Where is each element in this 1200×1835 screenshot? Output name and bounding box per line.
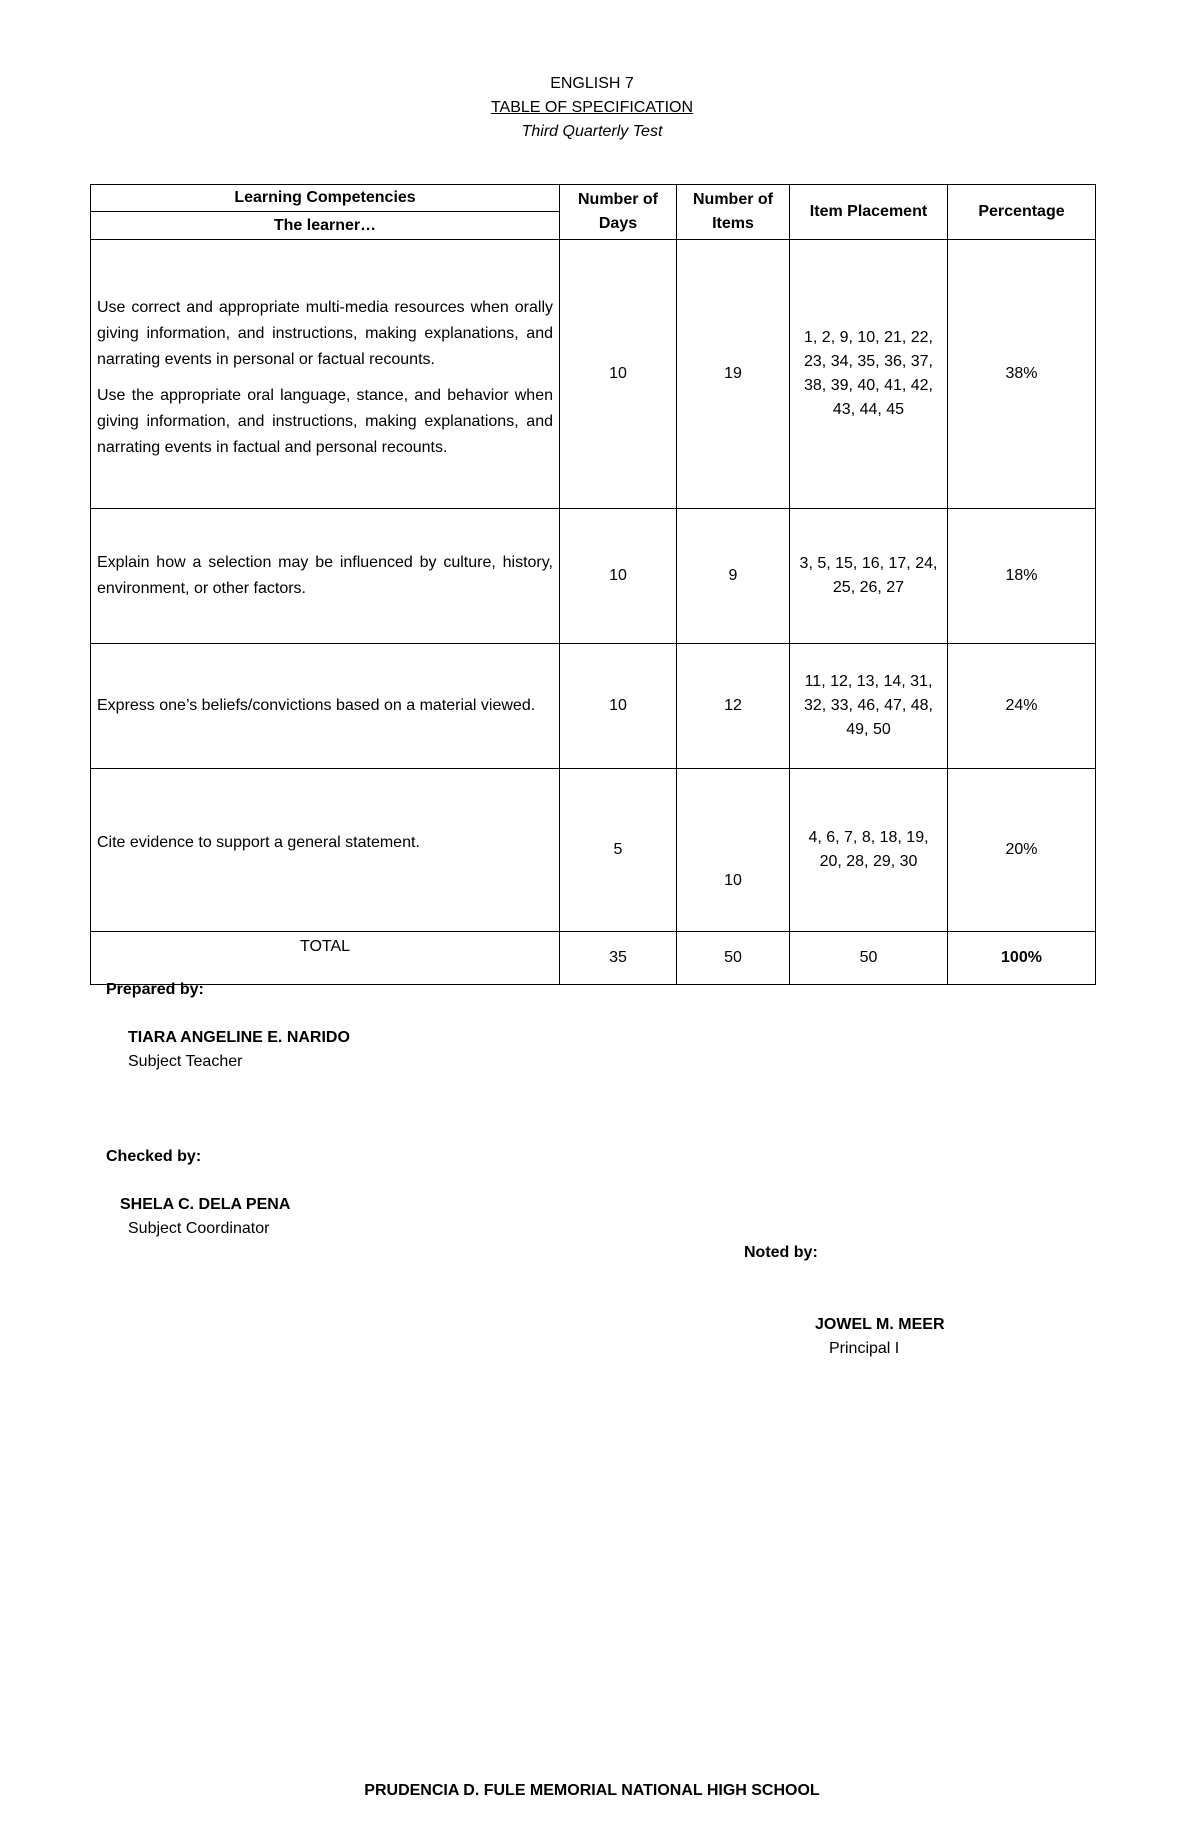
percentage-cell: 20% bbox=[948, 769, 1096, 932]
header-learner: The learner… bbox=[91, 212, 560, 240]
document-header bbox=[0, 72, 1184, 144]
school-name-footer: PRUDENCIA D. FULE MEMORIAL NATIONAL HIGH SCHOOL bbox=[364, 1782, 820, 1799]
noted-by-signatory bbox=[815, 1313, 945, 1361]
prepared-by-signatory bbox=[128, 1026, 350, 1074]
competency-text: Use the appropriate oral language, stance, and behavior when giving information, and instructions, making explanations, and narrating events in factual and personal recounts. bbox=[97, 387, 553, 456]
document-subtitle: Third Quarterly Test bbox=[521, 123, 663, 140]
items-cell: 12 bbox=[677, 644, 790, 769]
noted-by-label bbox=[744, 1241, 818, 1265]
percentage-cell: 18% bbox=[948, 509, 1096, 644]
competency-cell bbox=[91, 644, 560, 769]
competency-text: Cite evidence to support a general statement. bbox=[97, 834, 420, 851]
checked-by-label-text: Checked by: bbox=[106, 1148, 202, 1165]
competency-text: Express one’s beliefs/convictions based on a material viewed. bbox=[97, 697, 536, 714]
prepared-by-role: Subject Teacher bbox=[128, 1053, 243, 1070]
specification-table bbox=[90, 184, 1096, 985]
header-days: Number of Days bbox=[560, 185, 677, 240]
table-row bbox=[91, 509, 1096, 644]
items-cell: 9 bbox=[677, 509, 790, 644]
prepared-by-name: TIARA ANGELINE E. NARIDO bbox=[128, 1029, 350, 1046]
subject-title: ENGLISH 7 bbox=[550, 75, 634, 92]
table-row bbox=[91, 769, 1096, 932]
header-percentage: Percentage bbox=[948, 185, 1096, 240]
total-percentage: 100% bbox=[948, 932, 1096, 985]
table-row bbox=[91, 644, 1096, 769]
total-label: TOTAL bbox=[91, 932, 560, 985]
checked-by-label bbox=[106, 1145, 201, 1169]
placement-cell: 3, 5, 15, 16, 17, 24, 25, 26, 27 bbox=[790, 509, 948, 644]
days-cell: 10 bbox=[560, 509, 677, 644]
days-cell: 10 bbox=[560, 240, 677, 509]
total-days: 35 bbox=[560, 932, 677, 985]
competency-text: Use correct and appropriate multi-media resources when orally giving information, and instructions, making explanations, and narrating events in personal or factual recounts. bbox=[97, 299, 553, 368]
competency-text: Explain how a selection may be influenced by culture, history, environment, or other factors. bbox=[97, 554, 553, 597]
checked-by-role: Subject Coordinator bbox=[128, 1220, 270, 1237]
noted-by-label-text: Noted by: bbox=[744, 1244, 818, 1261]
checked-by-signatory bbox=[120, 1193, 290, 1241]
noted-by-name: JOWEL M. MEER bbox=[815, 1316, 945, 1333]
days-cell: 5 bbox=[560, 769, 677, 932]
placement-cell: 11, 12, 13, 14, 31, 32, 33, 46, 47, 48, 49, 50 bbox=[790, 644, 948, 769]
competency-cell bbox=[91, 240, 560, 509]
competency-cell bbox=[91, 769, 560, 932]
percentage-cell: 38% bbox=[948, 240, 1096, 509]
table-row bbox=[91, 240, 1096, 509]
placement-cell: 1, 2, 9, 10, 21, 22, 23, 34, 35, 36, 37, 38, 39, 40, 41, 42, 43, 44, 45 bbox=[790, 240, 948, 509]
competency-cell bbox=[91, 509, 560, 644]
prepared-by-label bbox=[106, 978, 204, 1002]
total-placement: 50 bbox=[790, 932, 948, 985]
prepared-by-label-text: Prepared by: bbox=[106, 981, 204, 998]
table-header-row bbox=[91, 185, 1096, 212]
checked-by-name: SHELA C. DELA PENA bbox=[120, 1196, 291, 1213]
placement-cell: 4, 6, 7, 8, 18, 19, 20, 28, 29, 30 bbox=[790, 769, 948, 932]
header-items: Number of Items bbox=[677, 185, 790, 240]
total-items: 50 bbox=[677, 932, 790, 985]
header-competencies: Learning Competencies bbox=[91, 185, 560, 212]
total-row bbox=[91, 932, 1096, 985]
days-cell: 10 bbox=[560, 644, 677, 769]
items-cell: 10 bbox=[677, 769, 790, 932]
document-title: TABLE OF SPECIFICATION bbox=[490, 99, 694, 116]
items-cell: 19 bbox=[677, 240, 790, 509]
noted-by-role: Principal I bbox=[829, 1340, 900, 1357]
header-placement: Item Placement bbox=[790, 185, 948, 240]
percentage-cell: 24% bbox=[948, 644, 1096, 769]
